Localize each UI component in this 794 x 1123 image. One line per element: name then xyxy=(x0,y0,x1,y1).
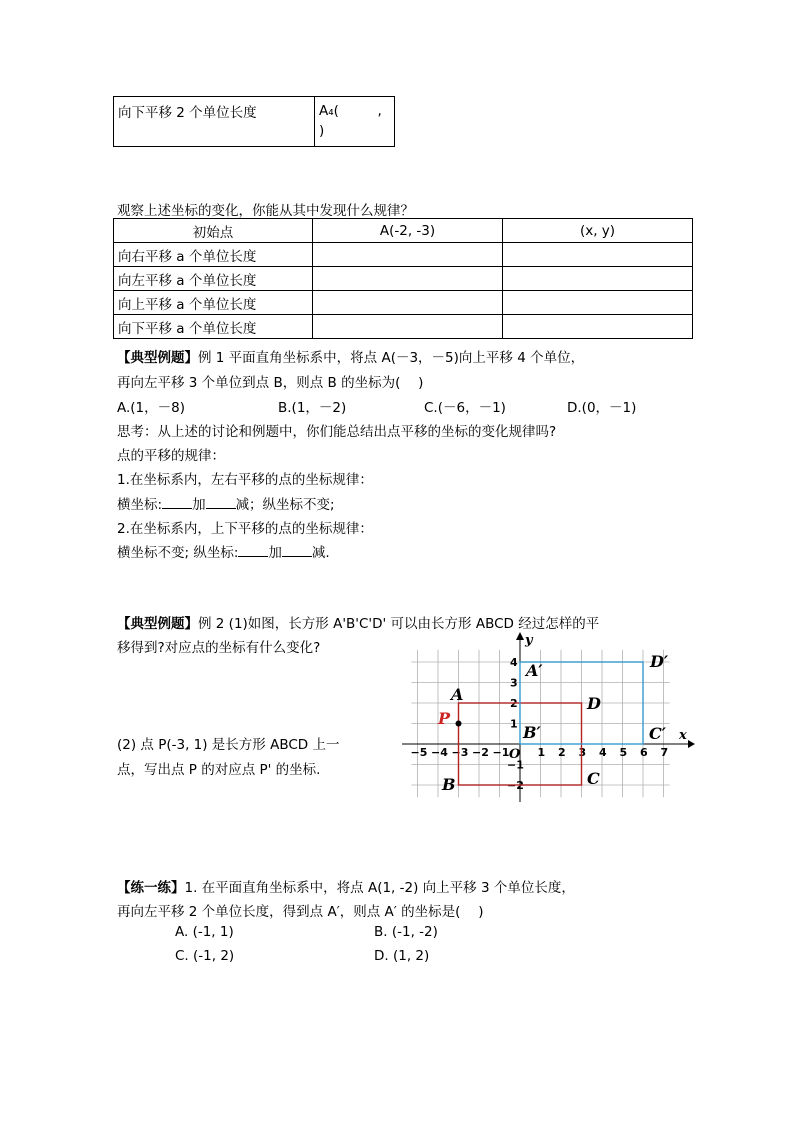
fill-blank[interactable] xyxy=(206,495,236,509)
example2-text1: 例 2 (1)如图，长方形 A'B'C'D' 可以由长方形 ABCD 经过怎样的平 xyxy=(198,616,600,632)
rule-table-cell xyxy=(503,267,693,291)
example2-part2-line2: 点，写出点 P 的对应点 P' 的坐标. xyxy=(117,762,321,778)
rule-table-cell xyxy=(313,291,503,315)
x-tick-labels xyxy=(411,746,669,759)
coordinate-graph xyxy=(396,630,696,806)
label-b: B xyxy=(442,775,456,794)
x-tick-label: 4 xyxy=(599,746,607,759)
rule2-part-a: 横坐标不变; 纵坐标: xyxy=(117,545,239,561)
practice-option: C. (-1, 2) xyxy=(175,948,235,964)
rule-table-header-cell: 初始点 xyxy=(114,219,313,243)
top-table xyxy=(113,96,395,147)
x-tick-label: 5 xyxy=(619,746,628,759)
rule-table-row xyxy=(114,267,693,291)
y-tick-label: 4 xyxy=(510,656,518,669)
x-tick-label: −3 xyxy=(451,746,469,759)
y-tick-labels xyxy=(507,656,524,792)
x-axis-arrow xyxy=(688,740,695,748)
x-tick-label: −5 xyxy=(410,746,428,759)
label-d-prime: D′ xyxy=(650,652,669,671)
x-axis-label: x xyxy=(679,728,687,743)
y-tick-label: 3 xyxy=(510,676,518,690)
example1-option: A.(1，－8) xyxy=(117,400,186,416)
example1-line1 xyxy=(117,346,584,366)
practice-text1: 1. 在平面直角坐标系中，将点 A(1, -2) 向上平移 3 个单位长度， xyxy=(184,880,575,896)
rule-table-cell xyxy=(313,243,503,267)
top-table-value xyxy=(315,97,395,147)
example1-line2: 再向左平移 3 个单位到点 B，则点 B 的坐标为( ) xyxy=(117,375,424,391)
example1-text1: 例 1 平面直角坐标系中，将点 A(－3，－5)向上平移 4 个单位， xyxy=(198,350,585,366)
x-tick-label: −2 xyxy=(472,746,489,759)
practice-line1 xyxy=(117,876,575,896)
think-question: 思考：从上述的讨论和例题中，你们能总结出点平移的坐标的变化规律吗? xyxy=(117,424,557,440)
practice-line2: 再向左平移 2 个单位长度，得到点 A′，则点 A′ 的坐标是( ) xyxy=(117,904,484,920)
top-table-value-line1: A₄( , xyxy=(319,103,382,119)
label-b-prime: B′ xyxy=(523,723,541,742)
x-tick-label: −4 xyxy=(431,746,448,759)
label-a-prime: A′ xyxy=(526,661,543,680)
rule2-body xyxy=(117,541,330,561)
example1-option: C.(－6，－1) xyxy=(424,400,506,416)
practice-option: D. (1, 2) xyxy=(374,948,430,964)
example1-tag: 【典型例题】 xyxy=(117,350,198,366)
x-tick-label: 3 xyxy=(578,746,587,759)
y-tick-label: −2 xyxy=(507,779,524,792)
label-c: C xyxy=(587,769,600,788)
rule-table-row-label: 向右平移 a 个单位长度 xyxy=(114,243,313,267)
label-d: D xyxy=(587,694,601,713)
point-p xyxy=(456,721,462,727)
y-axis-label: y xyxy=(525,633,533,648)
rule1-title: 1.在坐标系内，左右平移的点的坐标规律： xyxy=(117,472,373,488)
label-p: P xyxy=(438,709,451,728)
example2-line2: 移得到?对应点的坐标有什么变化? xyxy=(117,640,321,656)
y-tick-label: 2 xyxy=(510,697,518,710)
rule1-body xyxy=(117,493,335,513)
practice-option: B. (-1, -2) xyxy=(374,924,438,940)
x-tick-label: 7 xyxy=(660,746,669,759)
example2-tag: 【典型例题】 xyxy=(117,616,198,632)
rule1-part-b: 加 xyxy=(192,497,206,513)
observe-text: 观察上述坐标的变化，你能从其中发现什么规律？ xyxy=(117,203,414,219)
x-tick-label: 6 xyxy=(640,746,648,759)
rule-table-header-cell: (x, y) xyxy=(503,219,693,243)
example2-part2-line1: (2) 点 P(-3, 1) 是长方形 ABCD 上一 xyxy=(117,737,340,753)
rule-table-row xyxy=(114,315,693,339)
rule-table-cell xyxy=(503,291,693,315)
top-table-label: 向下平移 2 个单位长度 xyxy=(114,97,315,147)
x-tick-label: 2 xyxy=(558,746,566,759)
rule2-part-b: 加 xyxy=(268,545,282,561)
example1-option: B.(1，－2) xyxy=(278,400,347,416)
x-tick-label: 1 xyxy=(537,746,546,759)
rule-table xyxy=(113,218,693,339)
origin-label: O xyxy=(509,747,521,762)
rule-table-row xyxy=(114,243,693,267)
y-tick-label: 1 xyxy=(510,717,518,731)
rule-table-row-label: 向上平移 a 个单位长度 xyxy=(114,291,313,315)
rule-table-row-label: 向左平移 a 个单位长度 xyxy=(114,267,313,291)
example1-option: D.(0，－1) xyxy=(567,400,637,416)
practice-tag: 【练一练】 xyxy=(117,880,185,896)
rule-table-header-cell: A(-2, -3) xyxy=(313,219,503,243)
rules-title: 点的平移的规律： xyxy=(117,448,225,464)
rule2-title: 2.在坐标系内，上下平移的点的坐标规律： xyxy=(117,521,373,537)
rule2-part-c: 减. xyxy=(311,545,330,561)
y-axis-arrow xyxy=(516,632,524,640)
x-tick-label: −1 xyxy=(492,746,510,759)
rule-table-cell xyxy=(313,315,503,339)
fill-blank[interactable] xyxy=(282,543,312,557)
rule-table-cell xyxy=(503,315,693,339)
rule-table-cell xyxy=(503,243,693,267)
practice-option: A. (-1, 1) xyxy=(175,924,234,940)
rule-table-cell xyxy=(313,267,503,291)
fill-blank[interactable] xyxy=(238,543,268,557)
top-table-value-line2: ) xyxy=(319,123,325,139)
label-c-prime: C′ xyxy=(649,724,666,743)
rule-table-header xyxy=(114,219,693,243)
y-tick-label: −1 xyxy=(507,758,524,772)
example2-line1 xyxy=(117,612,599,632)
label-a: A xyxy=(451,685,464,704)
rule-table-row xyxy=(114,291,693,315)
rule1-part-c: 减；纵坐标不变; xyxy=(235,497,335,513)
fill-blank[interactable] xyxy=(162,495,192,509)
rule-table-row-label: 向下平移 a 个单位长度 xyxy=(114,315,313,339)
rule1-part-a: 横坐标: xyxy=(117,497,163,513)
